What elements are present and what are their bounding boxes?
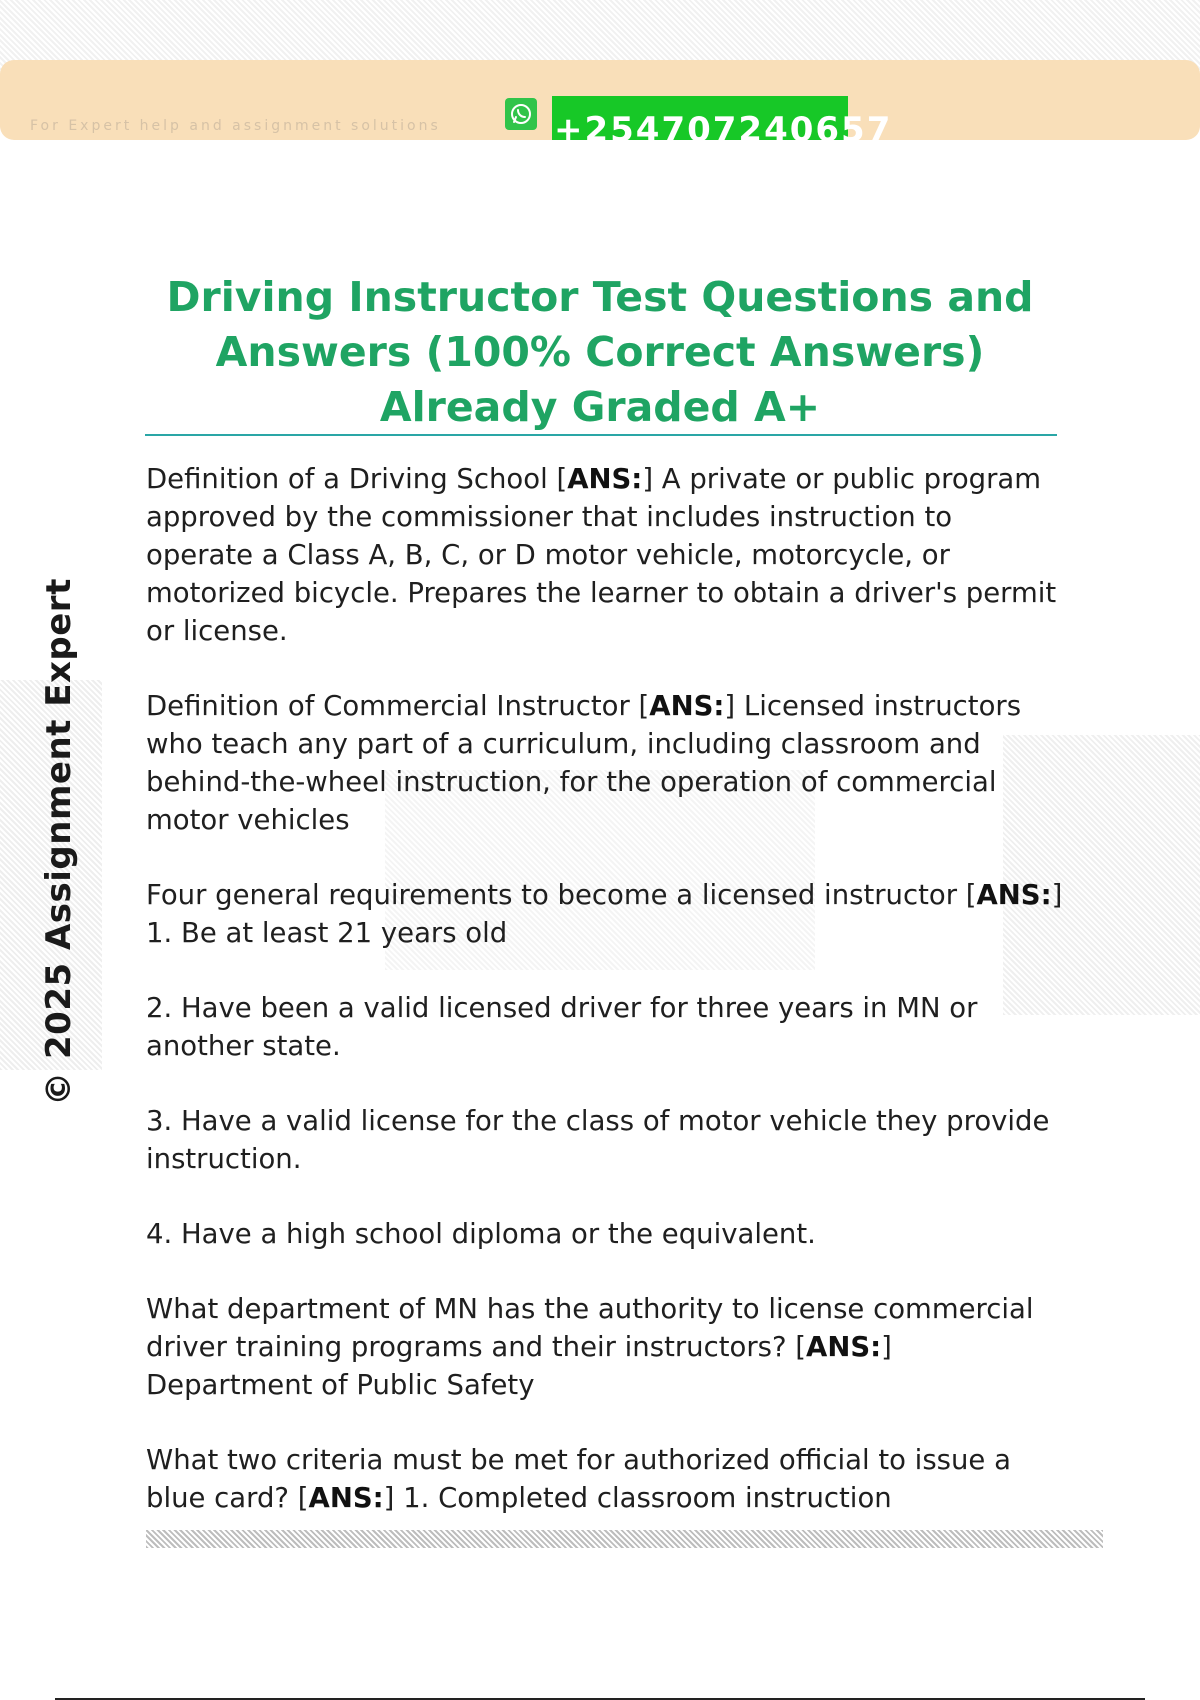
qa-item: What two criteria must be met for authorized official to issue a blue card? [ANS:] 1. Completed classroom instruction: [146, 1444, 1011, 1514]
qa-continuation: 3. Have a valid license for the class of motor vehicle they provide instruction.: [146, 1105, 1050, 1175]
phone-number-box[interactable]: [552, 96, 893, 150]
question-text: Definition of Commercial Instructor: [146, 690, 630, 722]
qa-item: Definition of a Driving School [ANS:] A private or public program approved by the commissioner that includes instruction to operate a Class A, B, C, or D motor vehicle, motorcycle, or motorized bicycle. Prepares the learner to obtain a driver's permit or license.: [146, 463, 1057, 647]
qa-item: What department of MN has the authority to license commercial driver training programs and their instructors? [ANS:] Department of Public Safety: [146, 1293, 1034, 1401]
question-text: Four general requirements to become a licensed instructor: [146, 879, 958, 911]
qa-list: [146, 460, 1066, 1554]
copyright-side-text: © 2025 Assignment Expert: [39, 578, 79, 1106]
header-faint-text: For Expert help and assignment solutions: [30, 118, 441, 134]
title-divider: [145, 434, 1057, 436]
answer-text: A private or public program approved by the commissioner that includes instruction to operate a Class A, B, C, or D motor vehicle, motorcycle, or motorized bicycle. Prepares the learner to obtain a driver's permit or license.: [146, 463, 1057, 647]
answer-text: 1. Be at least 21 years old: [146, 917, 508, 949]
qa-item: Four general requirements to become a licensed instructor [ANS:] 1. Be at least 21 years old: [146, 879, 1063, 949]
ans-marker: ANS:: [976, 879, 1052, 911]
question-text: What two criteria must be met for authorized official to issue a blue card?: [146, 1444, 1011, 1514]
question-text: What department of MN has the authority to license commercial driver training programs and their instructors?: [146, 1293, 1034, 1363]
ans-marker: ANS:: [649, 690, 725, 722]
ans-marker: ANS:: [806, 1331, 882, 1363]
answer-text: 1. Completed classroom instruction: [403, 1482, 892, 1514]
whatsapp-icon[interactable]: [505, 98, 537, 130]
ans-marker: ANS:: [567, 463, 643, 495]
qa-continuation: 4. Have a high school diploma or the equivalent.: [146, 1218, 816, 1250]
ans-marker: ANS:: [308, 1482, 384, 1514]
answer-text: Department of Public Safety: [146, 1369, 535, 1401]
page-title: Driving Instructor Test Questions and Answers (100% Correct Answers) Already Graded A+: [166, 273, 1034, 431]
phone-number: +254707240657: [554, 110, 893, 150]
qa-item: Definition of Commercial Instructor [ANS:] Licensed instructors who teach any part of a curriculum, including classroom and behind-the-wheel instruction, for the operation of commercial motor vehicles: [146, 690, 1022, 836]
qa-continuation: 2. Have been a valid licensed driver for three years in MN or another state.: [146, 992, 978, 1062]
answer-text: Licensed instructors who teach any part of a curriculum, including classroom and behind-the-wheel instruction, for the operation of commercial motor vehicles: [146, 690, 1022, 836]
question-text: Definition of a Driving School: [146, 463, 548, 495]
bottom-texture-strip: [146, 1530, 1103, 1548]
